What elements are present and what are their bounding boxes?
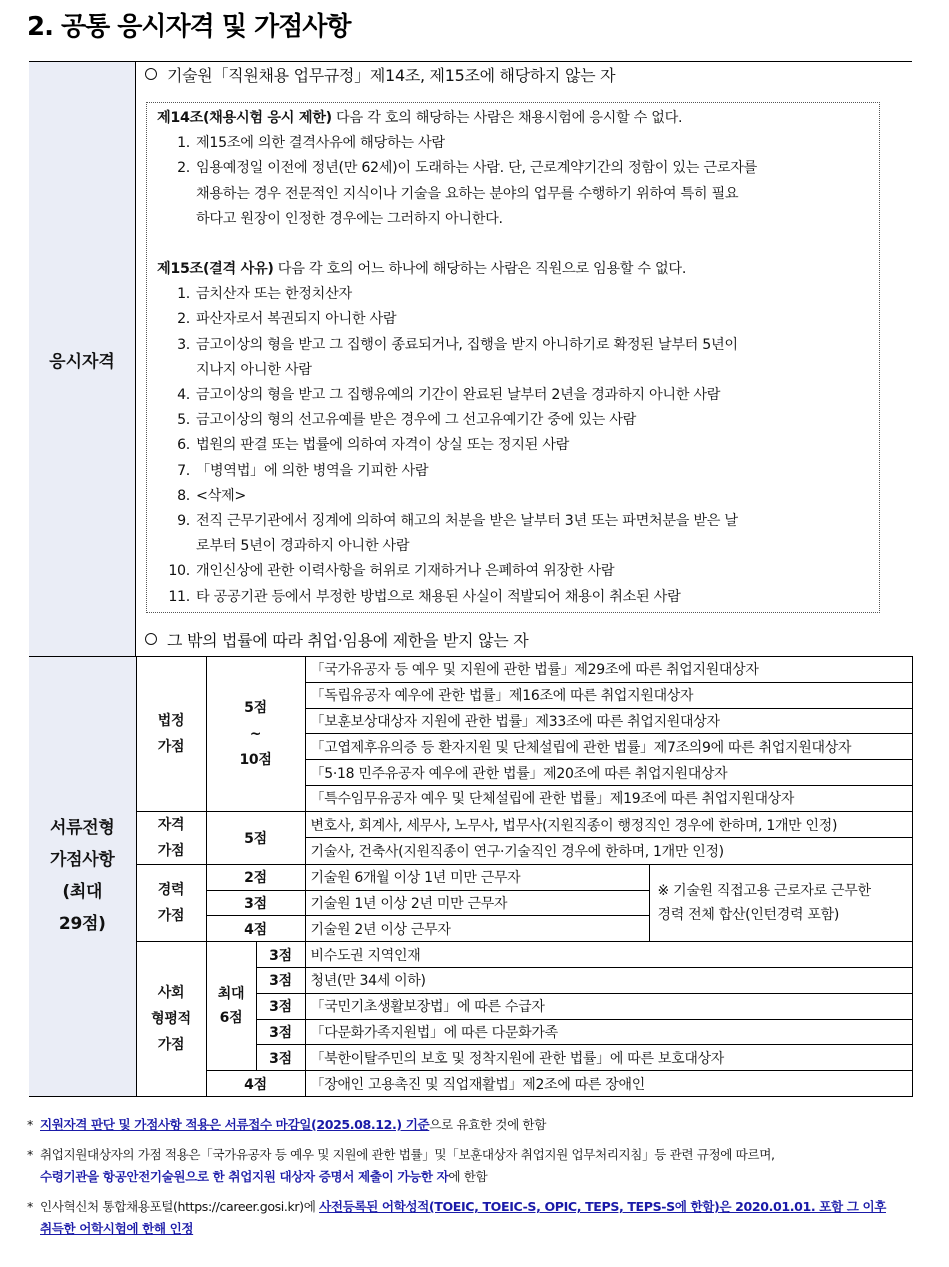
social-max-line: 6점: [219, 1010, 243, 1027]
license-label-line: 가점: [157, 842, 185, 859]
social-row: 비수도권 지역인재: [305, 942, 912, 968]
legal-points-line: ~: [249, 725, 262, 742]
legal-row: 「5·18 민주유공자 예우에 관한 법률」제20조에 따른 취업지원대상자: [305, 760, 912, 786]
social-points: 3점: [256, 1019, 305, 1045]
art15-item-number: 7.: [177, 462, 190, 479]
art14-intro: 다음 각 호의 해당하는 사람은 채용시험에 응시할 수 없다.: [331, 110, 683, 126]
bonus-label-line: 가점사항: [50, 850, 115, 871]
social-points: 3점: [256, 967, 305, 993]
legal-points: [206, 657, 305, 812]
disabled-row: 「장애인 고용촉진 및 직업재활법」제2조에 따른 장애인: [305, 1071, 912, 1097]
note-1-part: 으로 유효한 것에 한함: [429, 1117, 546, 1132]
note-3: [27, 1196, 922, 1240]
social-row: 「다문화가족지원법」에 따른 다문화가족: [305, 1019, 912, 1045]
art15-item-text: 「병역법」에 의한 병역을 기피한 사람: [196, 462, 429, 479]
eligibility-line-2: [145, 628, 528, 651]
art15-item-number: 3.: [177, 336, 190, 353]
social-points: 3점: [256, 993, 305, 1019]
license-row: 변호사, 회계사, 세무사, 노무사, 법무사(지원직종이 행정직인 경우에 한하며, 1개만 인정): [305, 811, 912, 838]
section-title: 2. 공통 응시자격 및 가점사항: [27, 12, 351, 42]
art15-item-number: 10.: [168, 563, 190, 580]
social-max-line: 최대: [217, 986, 245, 1003]
art15-item-number: 4.: [177, 387, 190, 403]
bonus-label-line: 서류전형: [50, 818, 115, 839]
bonus-table: [29, 656, 913, 1097]
legal-label-line: 법정: [157, 712, 185, 729]
art14-item-number: 2.: [177, 160, 190, 177]
art15-item-number: 11.: [168, 588, 190, 605]
legal-row: 「국가유공자 등 예우 및 지원에 관한 법률」제29조에 따른 취업지원대상자: [305, 657, 912, 683]
eligibility-label: 응시자격: [49, 351, 115, 372]
note-2-text: [40, 1144, 922, 1188]
eligibility-line-2-text: 그 밖의 법률에 따라 취업·임용에 제한을 받지 않는 자: [167, 631, 529, 650]
art15-title: 제15조(결격 사유): [157, 261, 274, 277]
art15-item-number: 1.: [177, 286, 190, 303]
note-1-part: 지원자격 판단 및 가점사항 적용은 서류접수 마감일(2025.08.12.) 기준: [40, 1117, 430, 1132]
career-label-line: 경력: [157, 881, 185, 898]
social-points: 3점: [256, 1045, 305, 1071]
social-label: [136, 942, 206, 1097]
art15-item-text: 금고이상의 형을 받고 그 집행유예의 기간이 완료된 날부터 2년을 경과하지 아니한 사람: [196, 387, 721, 403]
bonus-label-line: 29점): [58, 914, 106, 935]
art15-heading: [157, 257, 686, 281]
bonus-label: [29, 657, 136, 1097]
career-label-line: 가점: [157, 907, 185, 924]
social-label-line: 사회: [157, 985, 185, 1002]
social-max: [206, 942, 256, 1071]
career-note-line: 경력 전체 합산(인턴경력 포함): [657, 906, 839, 923]
art14-item-text: 임용예정일 이전에 정년(만 62세)이 도래하는 사람. 단, 근로계약기간의 정함이 있는 근로자를: [196, 160, 758, 177]
social-points: 3점: [256, 942, 305, 968]
legal-row: 「고엽제후유의증 등 환자지원 및 단체설립에 관한 법률」제7조의9에 따른 취업지원대상자: [305, 734, 912, 760]
art14-item-number: 1.: [177, 135, 190, 152]
eligibility-line-1-text: 기술원「직원채용 업무규정」제14조, 제15조에 해당하지 않는 자: [167, 66, 616, 85]
note-bullet: *: [27, 1199, 33, 1214]
license-points: 5점: [206, 811, 305, 864]
bonus-label-line: (최대: [62, 882, 103, 903]
career-note-line: ※ 기술원 직접고용 근로자로 근무한: [657, 882, 871, 899]
legal-label-line: 가점: [157, 738, 185, 755]
art15-item-text: 파산자로서 복권되지 아니한 사람: [196, 311, 397, 328]
art15-item-number: 6.: [177, 437, 190, 454]
eligibility-label-cell: [29, 61, 136, 657]
legal-row: 「독립유공자 예우에 관한 법률」제16조에 따른 취업지원대상자: [305, 682, 912, 708]
career-points: 4점: [206, 916, 305, 942]
art15-item-number: 9.: [177, 513, 190, 529]
note-2-part: 에 한함: [448, 1169, 488, 1184]
note-1: [27, 1114, 922, 1136]
art15-item-number: 8.: [177, 487, 190, 504]
note-2-part: 수령기관을 항공안전기술원으로 한 취업지원 대상자 증명서 제출이 가능한 자: [40, 1169, 449, 1184]
art14-heading: [157, 106, 682, 130]
social-row: 청년(만 34세 이하): [305, 967, 912, 993]
art15-item-text: 개인신상에 관한 이력사항을 허위로 기재하거나 은폐하여 위장한 사람: [196, 563, 615, 580]
career-points: 3점: [206, 890, 305, 916]
art15-item-text: 금치산자 또는 한정치산자: [196, 286, 352, 303]
note-3-part: 사전등록된 어학성적(TOEIC, TOEIC-S, OPIC, TEPS, TEPS-S에 한함)은 2020.01.01. 포함 그 이후: [319, 1199, 886, 1214]
note-2: [27, 1144, 922, 1188]
note-3-part: 인사혁신처 통합채용포털(https://career.gosi.kr)에: [40, 1199, 320, 1214]
note-3-part: 취득한 어학시험에 한해 인정: [40, 1221, 194, 1236]
art15-item-text: 금고이상의 형의 선고유예를 받은 경우에 그 선고유예기간 중에 있는 사람: [196, 412, 637, 429]
legal-row: 「특수임무유공자 예우 및 단체설립에 관한 법률」제19조에 따른 취업지원대상자: [305, 785, 912, 811]
art15-item-text: 전직 근무기관에서 징계에 의하여 해고의 처분을 받은 날부터 3년 또는 파면처분을 받은 날: [196, 513, 738, 529]
circle-bullet-icon: [145, 68, 157, 80]
note-2-part: 취업지원대상자의 가점 적용은「국가유공자 등 예우 및 지원에 관한 법률」및「보훈대상자 취업지원 업무처리지침」등 관련 규정에 따르며,: [40, 1147, 775, 1162]
note-bullet: *: [27, 1117, 33, 1132]
art15-item-text: <삭제>: [196, 487, 246, 504]
art15-item-number: 2.: [177, 311, 190, 328]
career-row: 기술원 1년 이상 2년 미만 근무자: [305, 890, 649, 916]
note-1-text: [40, 1114, 922, 1136]
art15-intro: 다음 각 호의 어느 하나에 해당하는 사람은 직원으로 임용할 수 없다.: [273, 261, 687, 277]
eligibility-line-1: [145, 63, 615, 86]
note-bullet: *: [27, 1147, 33, 1162]
legal-points-line: 5점: [244, 699, 267, 716]
social-row: 「국민기초생활보장법」에 따른 수급자: [305, 993, 912, 1019]
art15-item-text: 지나지 아니한 사람: [196, 361, 312, 378]
license-label: [136, 811, 206, 864]
career-label: [136, 864, 206, 941]
art15-item-text: 금고이상의 형을 받고 그 집행이 종료되거나, 집행을 받지 아니하기로 확정된 날부터 5년이: [196, 336, 738, 353]
art15-item-number: 5.: [177, 412, 190, 429]
social-label-line: 가점: [157, 1037, 185, 1054]
art14-item-text: 하다고 원장이 인정한 경우에는 그러하지 아니한다.: [196, 210, 503, 227]
career-row: 기술원 6개월 이상 1년 미만 근무자: [305, 864, 649, 890]
art15-item-text: 타 공공기관 등에서 부정한 방법으로 채용된 사실이 적발되어 채용이 취소된 사람: [196, 588, 681, 605]
art14-item-text: 제15조에 의한 결격사유에 해당하는 사람: [196, 135, 445, 152]
career-points: 2점: [206, 864, 305, 890]
career-note: [649, 864, 912, 941]
legal-label: [136, 657, 206, 812]
disabled-points: 4점: [206, 1071, 305, 1097]
circle-bullet-icon: [145, 633, 157, 645]
career-row: 기술원 2년 이상 근무자: [305, 916, 649, 942]
note-3-text: [40, 1196, 922, 1240]
license-label-line: 자격: [157, 816, 185, 833]
legal-points-line: 10점: [239, 751, 272, 768]
art15-item-text: 법원의 판결 또는 법률에 의하여 자격이 상실 또는 정지된 사람: [196, 437, 570, 454]
art14-item-text: 채용하는 경우 전문적인 지식이나 기술을 요하는 분야의 업무를 수행하기 위하여 특히 필요: [196, 185, 739, 202]
legal-row: 「보훈보상대상자 지원에 관한 법률」제33조에 따른 취업지원대상자: [305, 708, 912, 734]
art15-item-text: 로부터 5년이 경과하지 아니한 사람: [196, 538, 410, 555]
social-row: 「북한이탈주민의 보호 및 정착지원에 관한 법률」에 따른 보호대상자: [305, 1045, 912, 1071]
art14-title: 제14조(채용시험 응시 제한): [157, 110, 332, 126]
social-label-line: 형평적: [151, 1011, 191, 1028]
license-row: 기술사, 건축사(지원직종이 연구·기술직인 경우에 한하며, 1개만 인정): [305, 838, 912, 865]
